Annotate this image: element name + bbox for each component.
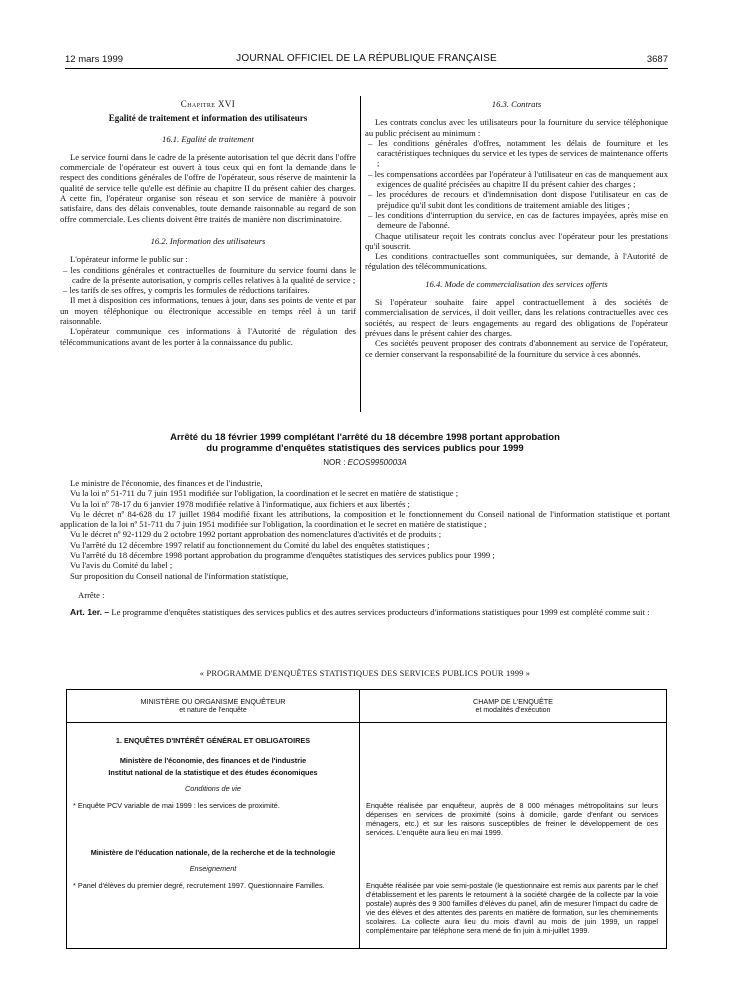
table-theme: Conditions de vie <box>185 784 241 793</box>
table-survey-description: Enquête réalisée par enquêteur, auprès de 8 000 ménages métropolitains sur leurs dépenses en services de proximité (soins à domicile, garde d'enfant ou services ménagers, etc.) et sur les raisons susceptibles de freiner le développement de ces services. L'enquête aura lieu en mai 1999. <box>366 801 658 837</box>
header-page-number: 3687 <box>646 54 668 65</box>
right-column <box>365 99 668 359</box>
article-1: Art. 1er. – Le programme d'enquêtes statistiques des services publics et des autres services producteurs d'informations statistiques pour 1999 est complété comme suit : <box>70 607 650 618</box>
page-header <box>65 52 668 68</box>
visa-line: Vu la loi nº 51-711 du 7 juin 1951 modifiée sur l'obligation, la coordination et le secret en matière de statistique ; <box>70 488 459 499</box>
section-16-4-paragraph: Si l'opérateur souhaite faire appel contractuellement à des sociétés de commercialisation de services, il doit veiller, dans les relations contractuelles avec ces sociétés, au respect de leurs engagements au regard des obligations de l'opérateur prévues dans le présent cahier des charges. <box>365 297 668 338</box>
section-16-2-intro: L'opérateur informe le public sur : <box>70 254 188 265</box>
arrete-body <box>60 478 670 618</box>
column-divider <box>360 96 361 412</box>
visa-line: Vu le décret nº 84-628 du 17 juillet 1984 modifié fixant les attributions, la composition et le fonctionnement du Conseil national de l'information statistique et portant application de la loi nº 51-711 du 7 juin 1951 modifiée sur l'obligation, la coordination et le secret en matière de statistique ; <box>60 508 670 530</box>
chapter-title: Egalité de traitement et information des utilisateurs <box>108 113 308 124</box>
arrete-word: Arrête : <box>78 589 105 600</box>
table-header-scope: CHAMP DE L'ENQUÊTE et modalités d'exécution <box>473 697 553 714</box>
section-16-3-intro: Les contrats conclus avec les utilisateurs pour la fourniture du service téléphonique au public précisent au minimum : <box>365 117 668 138</box>
table-ministry: Ministère de l'économie, des finances et de l'industrie <box>119 756 307 765</box>
section-16-2-paragraph: Il met à disposition ces informations, tenues à jour, dans ses points de vente et par un moyen téléphonique ou électronique accessible en temps réel à un tarif raisonnable. <box>60 295 356 327</box>
table-institute: Institut national de la statistique et des études économiques <box>108 768 318 777</box>
visa-line: Vu l'arrêté du 12 décembre 1997 relatif au fonctionnement du Comité du label des enquêtes statistiques ; <box>70 539 430 550</box>
table-theme: Enseignement <box>189 864 237 873</box>
header-journal: JOURNAL OFFICIEL DE LA RÉPUBLIQUE FRANÇAISE <box>236 53 497 64</box>
visa-line: Sur proposition du Conseil national de l'information statistique, <box>70 570 289 581</box>
section-16-4-paragraph: Ces sociétés peuvent proposer des contrats d'abonnement au service de l'opérateur, ce dernier conservant la responsabilité de la fourniture du service à ces abonnés. <box>365 338 668 359</box>
table-survey-name: * Panel d'élèves du premier degré, recrutement 1997. Questionnaire Familles. <box>73 881 325 890</box>
list-item: – les conditions d'interruption du service, en cas de factures impayées, après mise en demeure de l'abonné. <box>368 209 668 231</box>
table-column-divider <box>359 690 360 948</box>
list-item: – les tarifs de ses offres, y compris les formules de réductions tarifaires. <box>63 285 310 296</box>
section-16-2-title: 16.2. Information des utilisateurs <box>150 235 266 246</box>
nor-reference: NOR : ECOS9950003A <box>323 458 407 467</box>
list-item: – les conditions générales d'offres, notamment les délais de fourniture et les caractéristiques techniques du service et les types de services de maintenance offerts ; <box>368 137 668 169</box>
section-16-2-paragraph: L'opérateur communique ces informations à l'Autorité de régulation des télécommunications avant de les porter à la connaissance du public. <box>60 326 356 347</box>
table-survey-description: Enquête réalisée par voie semi-postale (le questionnaire est remis aux parents par le chef d'établissement et les parents le retournent à la société chargée de la collecte par la voie postale) auprès des 9 300 familles d'élèves du panel, afin de mesurer l'impact du cadre de vie des élèves et des attentes des parents en matière de formation, sur les cheminements scolaires. La collecte aura lieu du mois d'avril au mois de juin 1999, un rappel complémentaire par téléphone sera mené de fin juin à mi-juillet 1999. <box>366 881 658 935</box>
table-header-ministry: MINISTÈRE OU ORGANISME ENQUÊTEUR et nature de l'enquête <box>140 697 286 714</box>
section-16-4-title: 16.4. Mode de commercialisation des services offerts <box>425 278 608 289</box>
visa-line: Vu l'arrêté du 18 décembre 1998 portant approbation du programme d'enquêtes statistiques des services publics pour 1999 ; <box>70 550 495 561</box>
table-survey-name: * Enquête PCV variable de mai 1999 : les services de proximité. <box>73 801 280 810</box>
section-16-3-paragraph: Chaque utilisateur reçoit les contrats conclus avec l'opérateur pour les prestations qu'il souscrit. <box>365 230 668 251</box>
table-section-heading: 1. ENQUÊTES D'INTÉRÊT GÉNÉRAL ET OBLIGATOIRES <box>115 736 311 745</box>
table-header-rule <box>67 722 666 723</box>
visa-line: Vu le décret nº 92-1129 du 2 octobre 1992 portant approbation des nomenclatures d'activités et de produits ; <box>70 529 442 540</box>
list-item: – les compensations accordées par l'opérateur à l'utilisateur en cas de manquement aux exigences de qualité précisées au chapitre II du présent cahier des charges ; <box>368 168 668 190</box>
chapter-heading: Chapitre XVI <box>180 99 236 109</box>
section-16-1-title: 16.1. Egalité de traitement <box>162 133 254 144</box>
table-ministry: Ministère de l'éducation nationale, de la recherche et de la technologie <box>90 848 336 857</box>
section-16-3-paragraph: Les conditions contractuelles sont communiquées, sur demande, à l'Autorité de régulation des télécommunications. <box>365 251 668 272</box>
visa-line: Vu l'avis du Comité du label ; <box>70 560 173 571</box>
visa-line: Vu la loi nº 78-17 du 6 janvier 1978 modifiée relative à l'informatique, aux fichiers et aux libertés ; <box>70 498 410 509</box>
visa-line: Le ministre de l'économie, des finances et de l'industrie, <box>70 478 263 488</box>
arrete-title: Arrêté du 18 février 1999 complétant l'arrêté du 18 décembre 1998 portant approbation du programme d'enquêtes statistiques des services publics pour 1999 <box>170 432 560 454</box>
list-item: – les procédures de recours et d'indemnisation dont dispose l'utilisateur en cas de préjudice qu'il subit dont les conditions de traitement amiable des litiges ; <box>368 189 668 210</box>
list-item: – les conditions générales et contractuelles de fourniture du service fourni dans le cadre de la présente autorisation, y compris celles relatives à la qualité de service ; <box>63 264 356 285</box>
section-16-1-text: Le service fourni dans le cadre de la présente autorisation tel que décrit dans l'offre commerciale de l'opérateur est ouvert à tous ceux qui en font la demande dans le respect des conditions générales de l'offre de l'opérateur, sous réserve de maintenir la qualité de service telle qu'elle est définie au chapitre II du présent cahier des charges. A cette fin, l'opérateur organise son réseau et son service de manière à pouvoir satisfaire, dans des délais convenables, toute demande raisonnable au regard de son offre commerciale. Les clients doivent être traités de manière non discriminatoire. <box>60 151 356 224</box>
survey-table <box>66 689 667 949</box>
header-date: 12 mars 1999 <box>65 54 124 65</box>
header-rule <box>65 68 668 69</box>
program-title: « PROGRAMME D'ENQUÊTES STATISTIQUES DES SERVICES PUBLICS POUR 1999 » <box>199 669 531 678</box>
section-16-3-title: 16.3. Contrats <box>491 99 542 109</box>
left-column <box>60 99 356 347</box>
